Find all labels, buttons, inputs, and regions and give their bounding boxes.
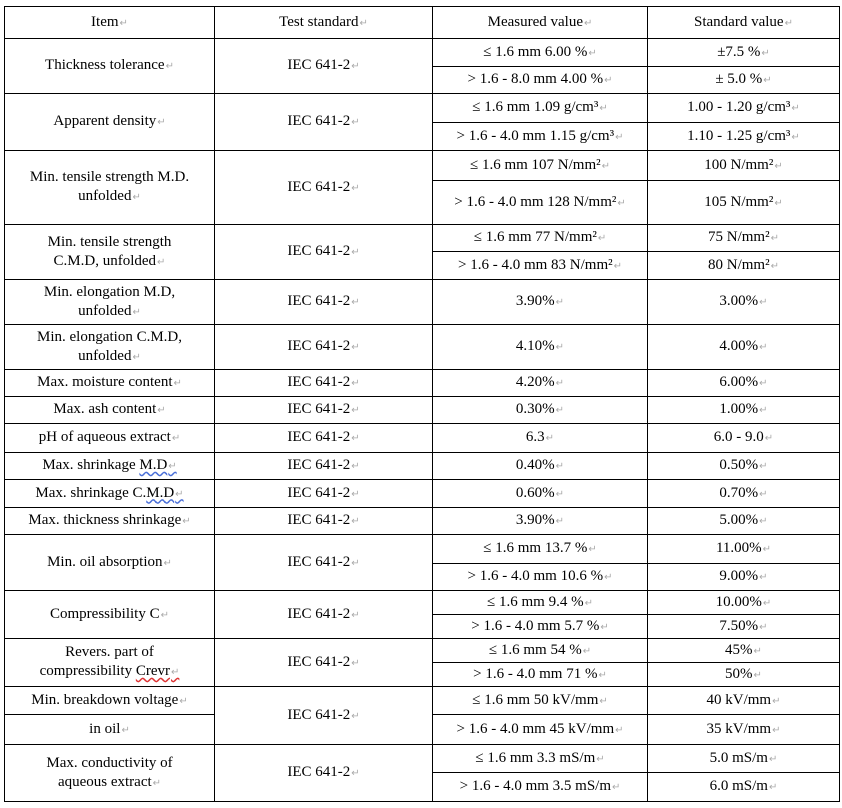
standard-cell: IEC 641-2 ↵ [215,397,433,424]
measured-cell: 0.40% ↵ [433,453,648,480]
header-row [5,7,840,39]
standard-value-cell: 1.10 - 1.25 g/cm³ ↵ [648,123,840,151]
standard-value-cell: 100 N/mm² ↵ [648,151,840,181]
standard-value-cell: ± 5.0 % ↵ [648,67,840,94]
table-row [5,480,840,508]
standard-value-cell: 5.00% ↵ [648,508,840,535]
standard-value-cell: 35 kV/mm ↵ [648,715,840,745]
standard-value-cell: 40 kV/mm ↵ [648,687,840,715]
table-row [5,94,840,123]
item-cell: Max. conductivity of aqueous extract ↵ [5,745,215,802]
table-row [5,225,840,252]
standard-value-cell: 10.00% ↵ [648,591,840,615]
table-row [5,325,840,370]
standard-cell: IEC 641-2 ↵ [215,480,433,508]
standard-cell: IEC 641-2 ↵ [215,39,433,94]
standard-value-cell: 5.0 mS/m ↵ [648,745,840,773]
item-cell: Min. elongation M.D, unfolded ↵ [5,280,215,325]
standard-cell: IEC 641-2 ↵ [215,591,433,639]
table-row [5,370,840,397]
item-cell: Max. shrinkage M.D ↵ [5,453,215,480]
measured-cell: 0.30% ↵ [433,397,648,424]
standard-value-cell: 105 N/mm² ↵ [648,181,840,225]
measured-cell: > 1.6 - 4.0 mm 5.7 % ↵ [433,615,648,639]
table-row [5,39,840,67]
table-row [5,639,840,663]
table-row [5,453,840,480]
measured-cell: > 1.6 - 4.0 mm 83 N/mm² ↵ [433,252,648,280]
standard-cell: IEC 641-2 ↵ [215,639,433,687]
table-row [5,591,840,615]
table-row [5,280,840,325]
standard-cell: IEC 641-2 ↵ [215,535,433,591]
measured-cell: 4.20% ↵ [433,370,648,397]
standard-cell: IEC 641-2 ↵ [215,687,433,745]
standard-cell: IEC 641-2 ↵ [215,370,433,397]
standard-cell: IEC 641-2 ↵ [215,225,433,280]
measured-cell: > 1.6 - 4.0 mm 128 N/mm² ↵ [433,181,648,225]
standard-value-cell: 6.0 - 9.0 ↵ [648,424,840,453]
measured-cell: ≤ 1.6 mm 1.09 g/cm³ ↵ [433,94,648,123]
standard-value-cell: 50% ↵ [648,663,840,687]
measured-cell: > 1.6 - 4.0 mm 45 kV/mm ↵ [433,715,648,745]
standard-cell: IEC 641-2 ↵ [215,745,433,802]
standard-value-cell: 6.0 mS/m ↵ [648,773,840,802]
table-row [5,745,840,773]
standard-cell: IEC 641-2 ↵ [215,424,433,453]
standard-value-cell: 0.50% ↵ [648,453,840,480]
header-item: Item ↵ [5,7,215,39]
header-measured-value: Measured value ↵ [433,7,648,39]
standard-value-cell: 1.00% ↵ [648,397,840,424]
standard-value-cell: 45% ↵ [648,639,840,663]
measured-cell: ≤ 1.6 mm 77 N/mm² ↵ [433,225,648,252]
standard-value-cell: 75 N/mm² ↵ [648,225,840,252]
standard-value-cell: 1.00 - 1.20 g/cm³ ↵ [648,94,840,123]
standard-cell: IEC 641-2 ↵ [215,325,433,370]
item-cell: Max. ash content ↵ [5,397,215,424]
measured-cell: > 1.6 - 4.0 mm 3.5 mS/m ↵ [433,773,648,802]
standard-cell: IEC 641-2 ↵ [215,508,433,535]
measured-cell: ≤ 1.6 mm 107 N/mm² ↵ [433,151,648,181]
header-standard-value: Standard value ↵ [648,7,840,39]
standard-cell: IEC 641-2 ↵ [215,151,433,225]
standard-value-cell: 11.00% ↵ [648,535,840,564]
standard-value-cell: 0.70% ↵ [648,480,840,508]
table-row [5,397,840,424]
measured-cell: ≤ 1.6 mm 50 kV/mm ↵ [433,687,648,715]
item-cell: Max. moisture content ↵ [5,370,215,397]
standard-cell: IEC 641-2 ↵ [215,453,433,480]
measured-cell: ≤ 1.6 mm 3.3 mS/m ↵ [433,745,648,773]
measured-cell: 3.90% ↵ [433,280,648,325]
table-row [5,508,840,535]
measured-cell: 6.3 ↵ [433,424,648,453]
measured-cell: ≤ 1.6 mm 13.7 % ↵ [433,535,648,564]
item-cell: Max. thickness shrinkage ↵ [5,508,215,535]
table-row [5,424,840,453]
measured-cell: ≤ 1.6 mm 6.00 % ↵ [433,39,648,67]
item-cell: Min. breakdown voltage ↵ [5,687,215,715]
measured-cell: 3.90% ↵ [433,508,648,535]
measured-cell: > 1.6 - 4.0 mm 10.6 % ↵ [433,564,648,591]
standard-value-cell: 7.50% ↵ [648,615,840,639]
table-row [5,151,840,181]
table-row [5,687,840,715]
measured-cell: > 1.6 - 4.0 mm 1.15 g/cm³ ↵ [433,123,648,151]
item-cell: Min. tensile strength M.D. unfolded ↵ [5,151,215,225]
standard-value-cell: 9.00% ↵ [648,564,840,591]
measured-cell: 0.60% ↵ [433,480,648,508]
item-cell: Min. oil absorption ↵ [5,535,215,591]
measured-cell: 4.10% ↵ [433,325,648,370]
item-cell: in oil ↵ [5,715,215,745]
item-cell: Compressibility C ↵ [5,591,215,639]
properties-table [4,6,840,802]
standard-value-cell: 6.00% ↵ [648,370,840,397]
measured-cell: > 1.6 - 4.0 mm 71 % ↵ [433,663,648,687]
standard-value-cell: 4.00% ↵ [648,325,840,370]
item-cell: Max. shrinkage C.M.D ↵ [5,480,215,508]
item-cell: Revers. part of compressibility Crevr ↵ [5,639,215,687]
standard-value-cell: 80 N/mm² ↵ [648,252,840,280]
item-cell: pH of aqueous extract ↵ [5,424,215,453]
measured-cell: ≤ 1.6 mm 54 % ↵ [433,639,648,663]
item-cell: Apparent density ↵ [5,94,215,151]
item-cell: Min. elongation C.M.D, unfolded ↵ [5,325,215,370]
header-test-standard: Test standard ↵ [215,7,433,39]
item-cell: Thickness tolerance ↵ [5,39,215,94]
table-row [5,535,840,564]
standard-cell: IEC 641-2 ↵ [215,94,433,151]
standard-cell: IEC 641-2 ↵ [215,280,433,325]
standard-value-cell: ±7.5 % ↵ [648,39,840,67]
measured-cell: > 1.6 - 8.0 mm 4.00 % ↵ [433,67,648,94]
standard-value-cell: 3.00% ↵ [648,280,840,325]
item-cell: Min. tensile strength C.M.D, unfolded ↵ [5,225,215,280]
measured-cell: ≤ 1.6 mm 9.4 % ↵ [433,591,648,615]
